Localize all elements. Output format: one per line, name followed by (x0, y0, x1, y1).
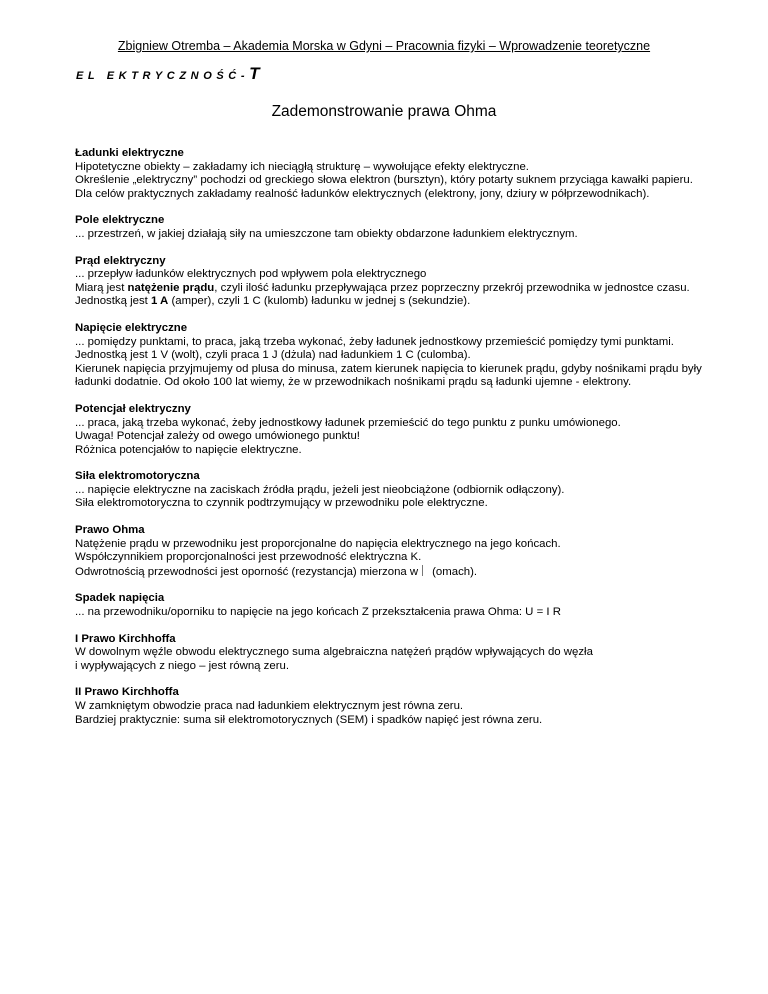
section-heading: Prawo Ohma (75, 524, 145, 537)
section-line: Określenie „elektryczny” pochodzi od greckiego słowa elektron (bursztyn), który potarty suknem przyciąga kawałki papieru. (75, 174, 693, 187)
section-line: ... przepływ ładunków elektrycznych pod wpływem pola elektrycznego (75, 268, 427, 281)
bold-term: 1 A (150, 295, 169, 308)
document-title: Zademonstrowanie prawa Ohma (271, 103, 497, 120)
section-line: ... przestrzeń, w jakiej działają siły na umieszczone tam obiekty obdarzone ładunkiem elektrycznym. (75, 227, 578, 240)
chapter-tag-big-letter: T (249, 64, 260, 83)
section-line: W dowolnym węźle obwodu elektrycznego suma algebraiczna natężeń prądów wpływających do węzła (75, 646, 593, 659)
section-line: ładunki dodatnie. Od około 100 lat wiemy, że w przewodnikach nośnikami prądu są ładunki ujemne - elektrony. (75, 376, 632, 389)
section-line: ... na przewodniku/oporniku to napięcie na jego końcach Z przekształcenia prawa Ohma: U = I R (75, 606, 561, 619)
section-heading: Spadek napięcia (75, 592, 165, 605)
section-line: ... pomiędzy punktami, to praca, jaką trzeba wykonać, żeby ładunek jednostkowy przemieścić pomiędzy tymi punktami. (75, 335, 674, 348)
section-heading: Siła elektromotoryczna (75, 470, 200, 483)
section-pole (75, 214, 715, 241)
section-kirchhoff-2 (75, 686, 715, 727)
section-line: Bardziej praktycznie: suma sił elektromotorycznych (SEM) i spadków napięć jest równa zeru. (75, 713, 543, 726)
section-napiecie (75, 322, 715, 390)
line-text: Miarą jest (75, 281, 128, 294)
section-potencjal (75, 403, 715, 457)
section-kirchhoff-1 (75, 633, 715, 674)
page-header: Zbigniew Otremba – Akademia Morska w Gdyni – Pracownia fizyki – Wprowadzenie teoretyczne (117, 39, 651, 53)
section-line: Hipotetyczne obiekty – zakładamy ich nieciągłą strukturę – wywołujące efekty elektryczne. (75, 160, 529, 173)
section-line: Jednostką jest 1 V (wolt), czyli praca 1 J (dżula) nad ładunkiem 1 C (culomba). (75, 349, 471, 362)
document-body (75, 147, 715, 740)
section-heading: Ładunki elektryczne (75, 147, 184, 159)
section-ladunki (75, 147, 715, 201)
section-prawo-ohma (75, 524, 715, 579)
section-line: Współczynnikiem proporcjonalności jest przewodność elektryczna K. (75, 551, 422, 564)
line-text: Odwrotnością przewodności jest oporność (rezystancja) mierzona w (75, 565, 419, 578)
section-line: Kierunek napięcia przyjmujemy od plusa do minusa, zatem kierunek napięcia to kierunek prądu, gdyby nośnikami prądu były (75, 362, 702, 375)
section-heading: I Prawo Kirchhoffa (75, 632, 176, 645)
section-line: Uwaga! Potencjał zależy od owego umówionego punktu! (75, 430, 360, 443)
section-prad (75, 255, 715, 309)
section-line: Siła elektromotoryczna to czynnik podtrzymujący w przewodniku pole elektryczne. (75, 497, 488, 510)
line-text: , czyli ilość ładunku przepływająca przez poprzeczny przekrój przewodnika w jednostce czasu. (214, 281, 690, 294)
line-text: Jednostką jest (75, 295, 151, 308)
section-line: Różnica potencjałów to napięcie elektryczne. (75, 443, 302, 456)
section-line: ... napięcie elektryczne na zaciskach źródła prądu, jeżeli jest nieobciążone (odbiornik odłączony). (75, 483, 565, 496)
section-line (75, 565, 715, 580)
section-heading: Pole elektryczne (75, 214, 165, 227)
section-heading: Prąd elektryczny (75, 254, 166, 267)
section-line: Natężenie prądu w przewodniku jest proporcjonalne do napięcia elektrycznego na jego końcach. (75, 537, 561, 550)
line-text: (amper), czyli 1 C (kulomb) ładunku w jednej s (sekundzie). (168, 295, 471, 308)
section-sila-elektromotoryczna (75, 470, 715, 511)
chapter-tag (76, 64, 260, 84)
section-line: Dla celów praktycznych zakładamy realność ładunków elektrycznych (elektrony, jony, dziury w półprzewodnikach). (75, 187, 650, 200)
section-line: W zamkniętym obwodzie praca nad ładunkiem elektrycznym jest równa zeru. (75, 700, 464, 712)
section-spadek-napiecia (75, 592, 715, 619)
section-heading: II Prawo Kirchhoffa (75, 686, 179, 699)
section-line (75, 295, 715, 309)
section-line (75, 282, 715, 296)
section-heading: Napięcie elektryczne (75, 321, 188, 334)
section-line: ... praca, jaką trzeba wykonać, żeby jednostkowy ładunek przemieścić do tego punktu z punku umówionego. (75, 416, 621, 429)
line-text: (omach). (432, 565, 478, 578)
section-line: i wypływających z niego – jest równą zeru. (75, 659, 289, 672)
chapter-tag-spaced: EL EKTRYCZNOŚĆ- (76, 70, 250, 82)
missing-omega-glyph-icon (422, 565, 429, 576)
section-heading: Potencjał elektryczny (75, 402, 191, 415)
bold-term: natężenie prądu (127, 281, 215, 294)
